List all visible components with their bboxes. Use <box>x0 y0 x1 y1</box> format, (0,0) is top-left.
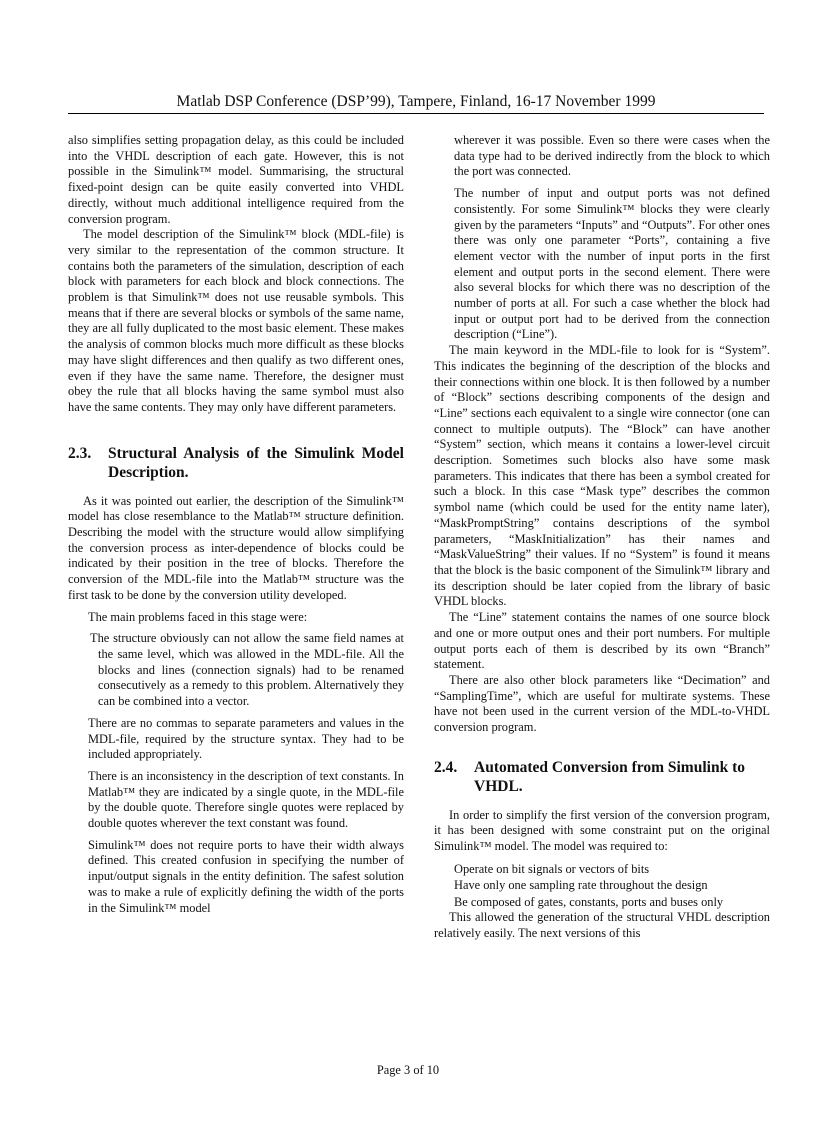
section-title: Structural Analysis of the Simulink Model Description. <box>108 444 404 481</box>
section-number: 2.3. <box>68 444 92 462</box>
page-number: Page 3 of 10 <box>376 1063 440 1077</box>
paragraph: In order to simplify the first version of the conversion program, it has been designed with some constraint put on the original Simulink™ model. The model was required to: <box>434 807 770 854</box>
paragraph: This allowed the generation of the structural VHDL description relatively easily. The next versions of this <box>434 910 770 941</box>
left-column <box>68 133 404 916</box>
paragraph: The model description of the Simulink™ block (MDL-file) is very similar to the representation of the common structure. It contains both the parameters of the simulation, description of each block with parameters for each block and block connections. The problem is that Simulink™ does not use reusable symbols. This means that if there are several blocks or symbols of the same name, they are all fully duplicated to the most basic element. These makes the analysis of common blocks much more difficult as these blocks may have slight differences and then qualify as two different ones, even if they have the same name. Therefore, the designer must obey the rule that all blocks having the same symbol must also have the same contents. They may only have different parameters. <box>68 227 404 414</box>
list-item: The number of input and output ports was not defined consistently. For some Simulink™ blocks they were clearly given by the parameters “Inputs” and “Outputs”. For other ones there was only one parameter “Ports”, containing a five element vector with the number of input ports in the first element and output ports in the second element. There were also several blocks for which there was no description of the number of ports at all. For such a case whether the block had input or output port had to be derived from the connection description (“Line”). <box>454 186 770 342</box>
paragraph: The main keyword in the MDL-file to look for is “System”. This indicates the beginning of the description of the blocks and their connections within one block. It is then followed by a number of “Block” sections describing components of the design and “Line” sections each equivalent to a single wire connector (one can connect to multiple outputs). The “Block” can have another “System” section, which means it contains a lower-level circuit description. Sometimes such blocks also have some mask parameters. This indicates that there has been a symbol created for such a block. In this case “Mask type” describes the common symbol name (which could be used for the entity name later), “MaskPromptString” contains descriptions of the symbol parameters, “MaskInitialization” has their names and “MaskValueString” their values. If no “System” is found it means that the block is the basic component of the Simulink™ library and its description should be later copied from the library of basic VHDL blocks. <box>434 343 770 609</box>
list-item: Have only one sampling rate throughout the design <box>454 878 708 893</box>
list-item: Be composed of gates, constants, ports and buses only <box>454 894 724 909</box>
section-heading-2-3 <box>68 444 404 482</box>
list-item: There is an inconsistency in the description of text constants. In Matlab™ they are indicated by a single quote, in the MDL-file by the double quote. Therefore single quotes were replaced by double quotes wherever the text constant was found. <box>88 768 404 831</box>
list-item-continued: wherever it was possible. Even so there were cases when the data type had to be derived indirectly from the block to which the port was connected. <box>454 133 770 179</box>
paragraph: As it was pointed out earlier, the description of the Simulink™ model has close resemblance to the Matlab™ structure definition. Describing the model with the structure would allow simplifying the conversion process as inter-dependence of blocks could be indicated by their position in the tree of blocks. Therefore the conversion of the MDL-file into the Matlab™ structure was the first task to be done by the conversion utility developed. <box>68 493 404 602</box>
section-heading-2-4 <box>434 758 770 796</box>
list-item: The structure obviously can not allow the same field names at the same level, which was allowed in the MDL-file. All the blocks and lines (connection signals) had to be renamed consecutively as a remedy to this problem. Alternatively they can be combined into a vector. <box>90 631 404 709</box>
list-item: There are no commas to separate parameters and values in the MDL-file, required by the structure syntax. They had to be included appropriately. <box>88 715 404 762</box>
paragraph: also simplifies setting propagation delay, as this could be included into the VHDL description of each gate. However, this is not possible in the Simulink™ model. Summarising, the structural fixed-point design can be quite easily converted into VHDL directly, without much additional intelligence required from the conversion program. <box>68 133 404 226</box>
paragraph: The main problems faced in this stage were: <box>88 609 308 624</box>
running-header: Matlab DSP Conference (DSP’99), Tampere, Finland, 16-17 November 1999 <box>68 92 764 114</box>
section-number: 2.4. <box>434 758 458 776</box>
constraint-list <box>434 861 770 911</box>
list-item: Operate on bit signals or vectors of bits <box>454 861 650 876</box>
section-title: Automated Conversion from Simulink to VHDL. <box>474 758 745 795</box>
right-column <box>434 133 770 942</box>
paragraph: There are also other block parameters like “Decimation” and “SamplingTime”, which are useful for multirate systems. These have not been used in the current version of the MDL-to-VHDL conversion program. <box>434 672 770 735</box>
list-item: Simulink™ does not require ports to have their width always defined. This created confusion in specifying the number of input/output signals in the entity definition. The safest solution was to make a rule of explicitly defining the width of the ports in the Simulink™ model <box>88 837 404 915</box>
paragraph: The “Line” statement contains the names of one source block and one or more output ones and their port numbers. For multiple output ports each of them is described by its own “Branch” statement. <box>434 610 770 672</box>
